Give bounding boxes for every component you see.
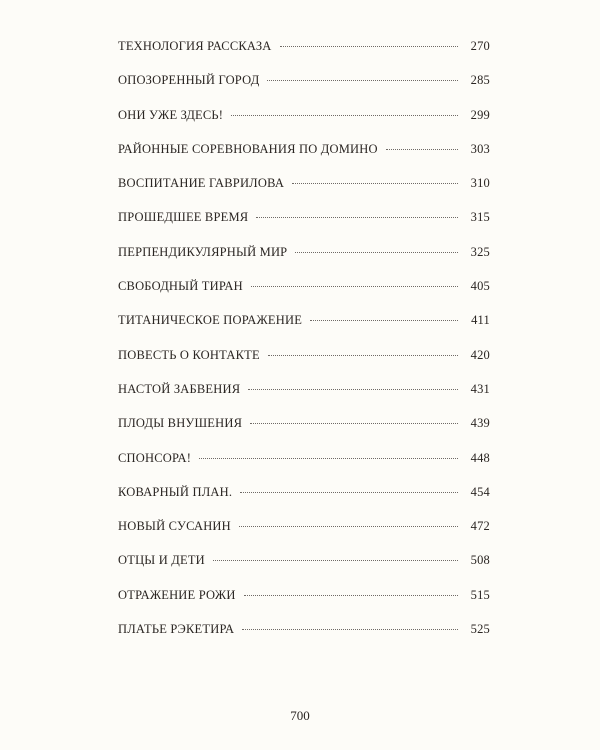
table-of-contents	[118, 36, 490, 653]
toc-entry-title: ПЛОДЫ ВНУШЕНИЯ	[118, 416, 243, 431]
toc-entry-title: ВОСПИТАНИЕ ГАВРИЛОВА	[118, 176, 285, 191]
toc-entry-page: 411	[471, 313, 490, 328]
toc-entry	[118, 516, 490, 550]
dot-leader	[199, 458, 458, 459]
toc-entry-page: 285	[470, 73, 490, 88]
toc-entry-title: ОТЦЫ И ДЕТИ	[118, 553, 205, 568]
toc-entry	[118, 413, 490, 447]
dot-leader	[310, 320, 458, 321]
toc-entry	[118, 550, 490, 584]
toc-entry	[118, 619, 490, 653]
toc-entry-page: 439	[470, 416, 490, 431]
dot-leader	[242, 629, 458, 630]
dot-leader	[295, 252, 458, 253]
toc-entry-title: СВОБОДНЫЙ ТИРАН	[118, 279, 243, 294]
toc-entry	[118, 448, 490, 482]
dot-leader	[248, 389, 458, 390]
toc-entry-title: ПРОШЕДШЕЕ ВРЕМЯ	[118, 210, 249, 225]
toc-entry-title: РАЙОННЫЕ СОРЕВНОВАНИЯ ПО ДОМИНО	[118, 141, 378, 156]
toc-entry	[118, 585, 490, 619]
dot-leader	[386, 149, 458, 150]
toc-entry	[118, 379, 490, 413]
toc-entry-title: НОВЫЙ СУСАНИН	[118, 519, 231, 534]
toc-entry	[118, 139, 490, 173]
dot-leader	[250, 423, 458, 424]
dot-leader	[251, 286, 458, 287]
toc-entry-page: 454	[470, 484, 490, 499]
toc-entry-page: 525	[470, 622, 490, 637]
dot-leader	[280, 46, 458, 47]
toc-entry-page: 310	[470, 176, 490, 191]
toc-entry-title: НАСТОЙ ЗАБВЕНИЯ	[118, 381, 241, 396]
toc-entry-page: 270	[470, 39, 490, 53]
toc-entry-title: ПЛАТЬЕ РЭКЕТИРА	[118, 622, 235, 637]
toc-entry	[118, 70, 490, 104]
toc-entry-page: 325	[470, 244, 490, 259]
dot-leader	[292, 183, 458, 184]
toc-entry	[118, 207, 490, 241]
toc-entry-page: 315	[470, 210, 490, 225]
toc-entry	[118, 482, 490, 516]
toc-entry-title: ПОВЕСТЬ О КОНТАКТЕ	[118, 347, 260, 362]
toc-entry-page: 448	[470, 450, 490, 465]
toc-entry-title: ОПОЗОРЕННЫЙ ГОРОД	[118, 73, 260, 88]
toc-entry-title: ОТРАЖЕНИЕ РОЖИ	[118, 587, 236, 602]
toc-entry	[118, 310, 490, 344]
dot-leader	[267, 80, 458, 81]
toc-entry	[118, 276, 490, 310]
toc-entry	[118, 173, 490, 207]
dot-leader	[213, 560, 458, 561]
toc-entry-title: ТЕХНОЛОГИЯ РАССКАЗА	[118, 39, 272, 53]
dot-leader	[256, 217, 458, 218]
toc-entry-page: 299	[470, 107, 490, 122]
toc-entry-page: 508	[470, 553, 490, 568]
toc-entry-title: ТИТАНИЧЕСКОЕ ПОРАЖЕНИЕ	[118, 313, 303, 328]
toc-entry-page: 515	[470, 587, 490, 602]
toc-entry-title: КОВАРНЫЙ ПЛАН.	[118, 484, 233, 499]
toc-entry-page: 431	[470, 381, 490, 396]
dot-leader	[231, 115, 458, 116]
dot-leader	[239, 526, 458, 527]
toc-entry-page: 420	[470, 347, 490, 362]
toc-entry	[118, 345, 490, 379]
page-number: 700	[290, 708, 310, 723]
toc-entry-page: 472	[470, 519, 490, 534]
toc-entry-title: СПОНСОРА!	[118, 450, 192, 465]
toc-entry-page: 405	[470, 279, 490, 294]
toc-entry	[118, 105, 490, 139]
toc-entry	[118, 242, 490, 276]
toc-entry	[118, 36, 490, 70]
toc-entry-title: ОНИ УЖЕ ЗДЕСЬ!	[118, 107, 224, 122]
toc-entry-page: 303	[470, 141, 490, 156]
dot-leader	[244, 595, 458, 596]
dot-leader	[268, 355, 458, 356]
dot-leader	[240, 492, 458, 493]
toc-entry-title: ПЕРПЕНДИКУЛЯРНЫЙ МИР	[118, 244, 288, 259]
